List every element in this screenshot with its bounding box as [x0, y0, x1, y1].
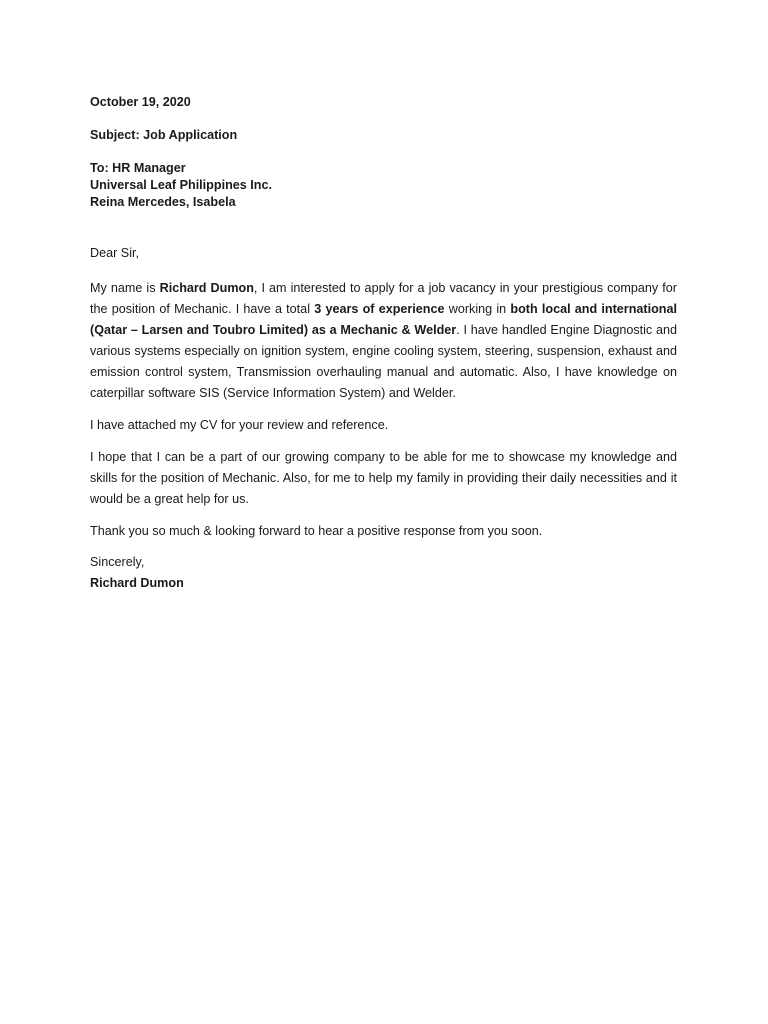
salutation: Dear Sir, — [90, 246, 139, 260]
paragraph-motivation: I hope that I can be a part of our growing company to be able for me to showcase my knowledge and skills for the position of Mechanic. Also, for me to help my family in providing their daily necessities and it would be a great help for us. — [90, 450, 677, 506]
paragraph-thanks: Thank you so much & looking forward to hear a positive response from you soon. — [90, 524, 543, 538]
letter-subject: Subject: Job Application — [90, 128, 238, 142]
letter-date: October 19, 2020 — [90, 95, 191, 109]
recipient-title: To: HR Manager — [90, 161, 186, 175]
intro-text-4: . I have handled Engine Diagnostic and various systems especially on ignition system, engine cooling system, steering, suspension, exhaust and emission control system, Transmission overhauling manual and automatic. Also, I have knowledge on caterpillar software SIS (Service Information System) and Welder. — [90, 323, 678, 400]
recipient-address — [90, 160, 677, 211]
letter-body — [90, 94, 677, 594]
paragraph-attachment: I have attached my CV for your review and reference. — [90, 418, 389, 432]
experience-scope: both local and international (Qatar – Larsen and Toubro Limited) as a Mechanic & Welder — [90, 302, 677, 337]
applicant-name: Richard Dumon — [159, 281, 254, 295]
closing: Sincerely, — [90, 555, 145, 569]
years-experience: 3 years of experience — [314, 302, 445, 316]
intro-text-3: working in — [444, 302, 511, 316]
intro-text-2: , I am interested to apply for a job vacancy in your prestigious company for the position of Mechanic. I have a total — [90, 281, 677, 316]
signature-name: Richard Dumon — [90, 576, 184, 590]
intro-text-1: My name is — [90, 281, 160, 295]
recipient-location: Reina Mercedes, Isabela — [90, 195, 236, 209]
recipient-company: Universal Leaf Philippines Inc. — [90, 178, 272, 192]
paragraph-introduction — [90, 278, 677, 404]
